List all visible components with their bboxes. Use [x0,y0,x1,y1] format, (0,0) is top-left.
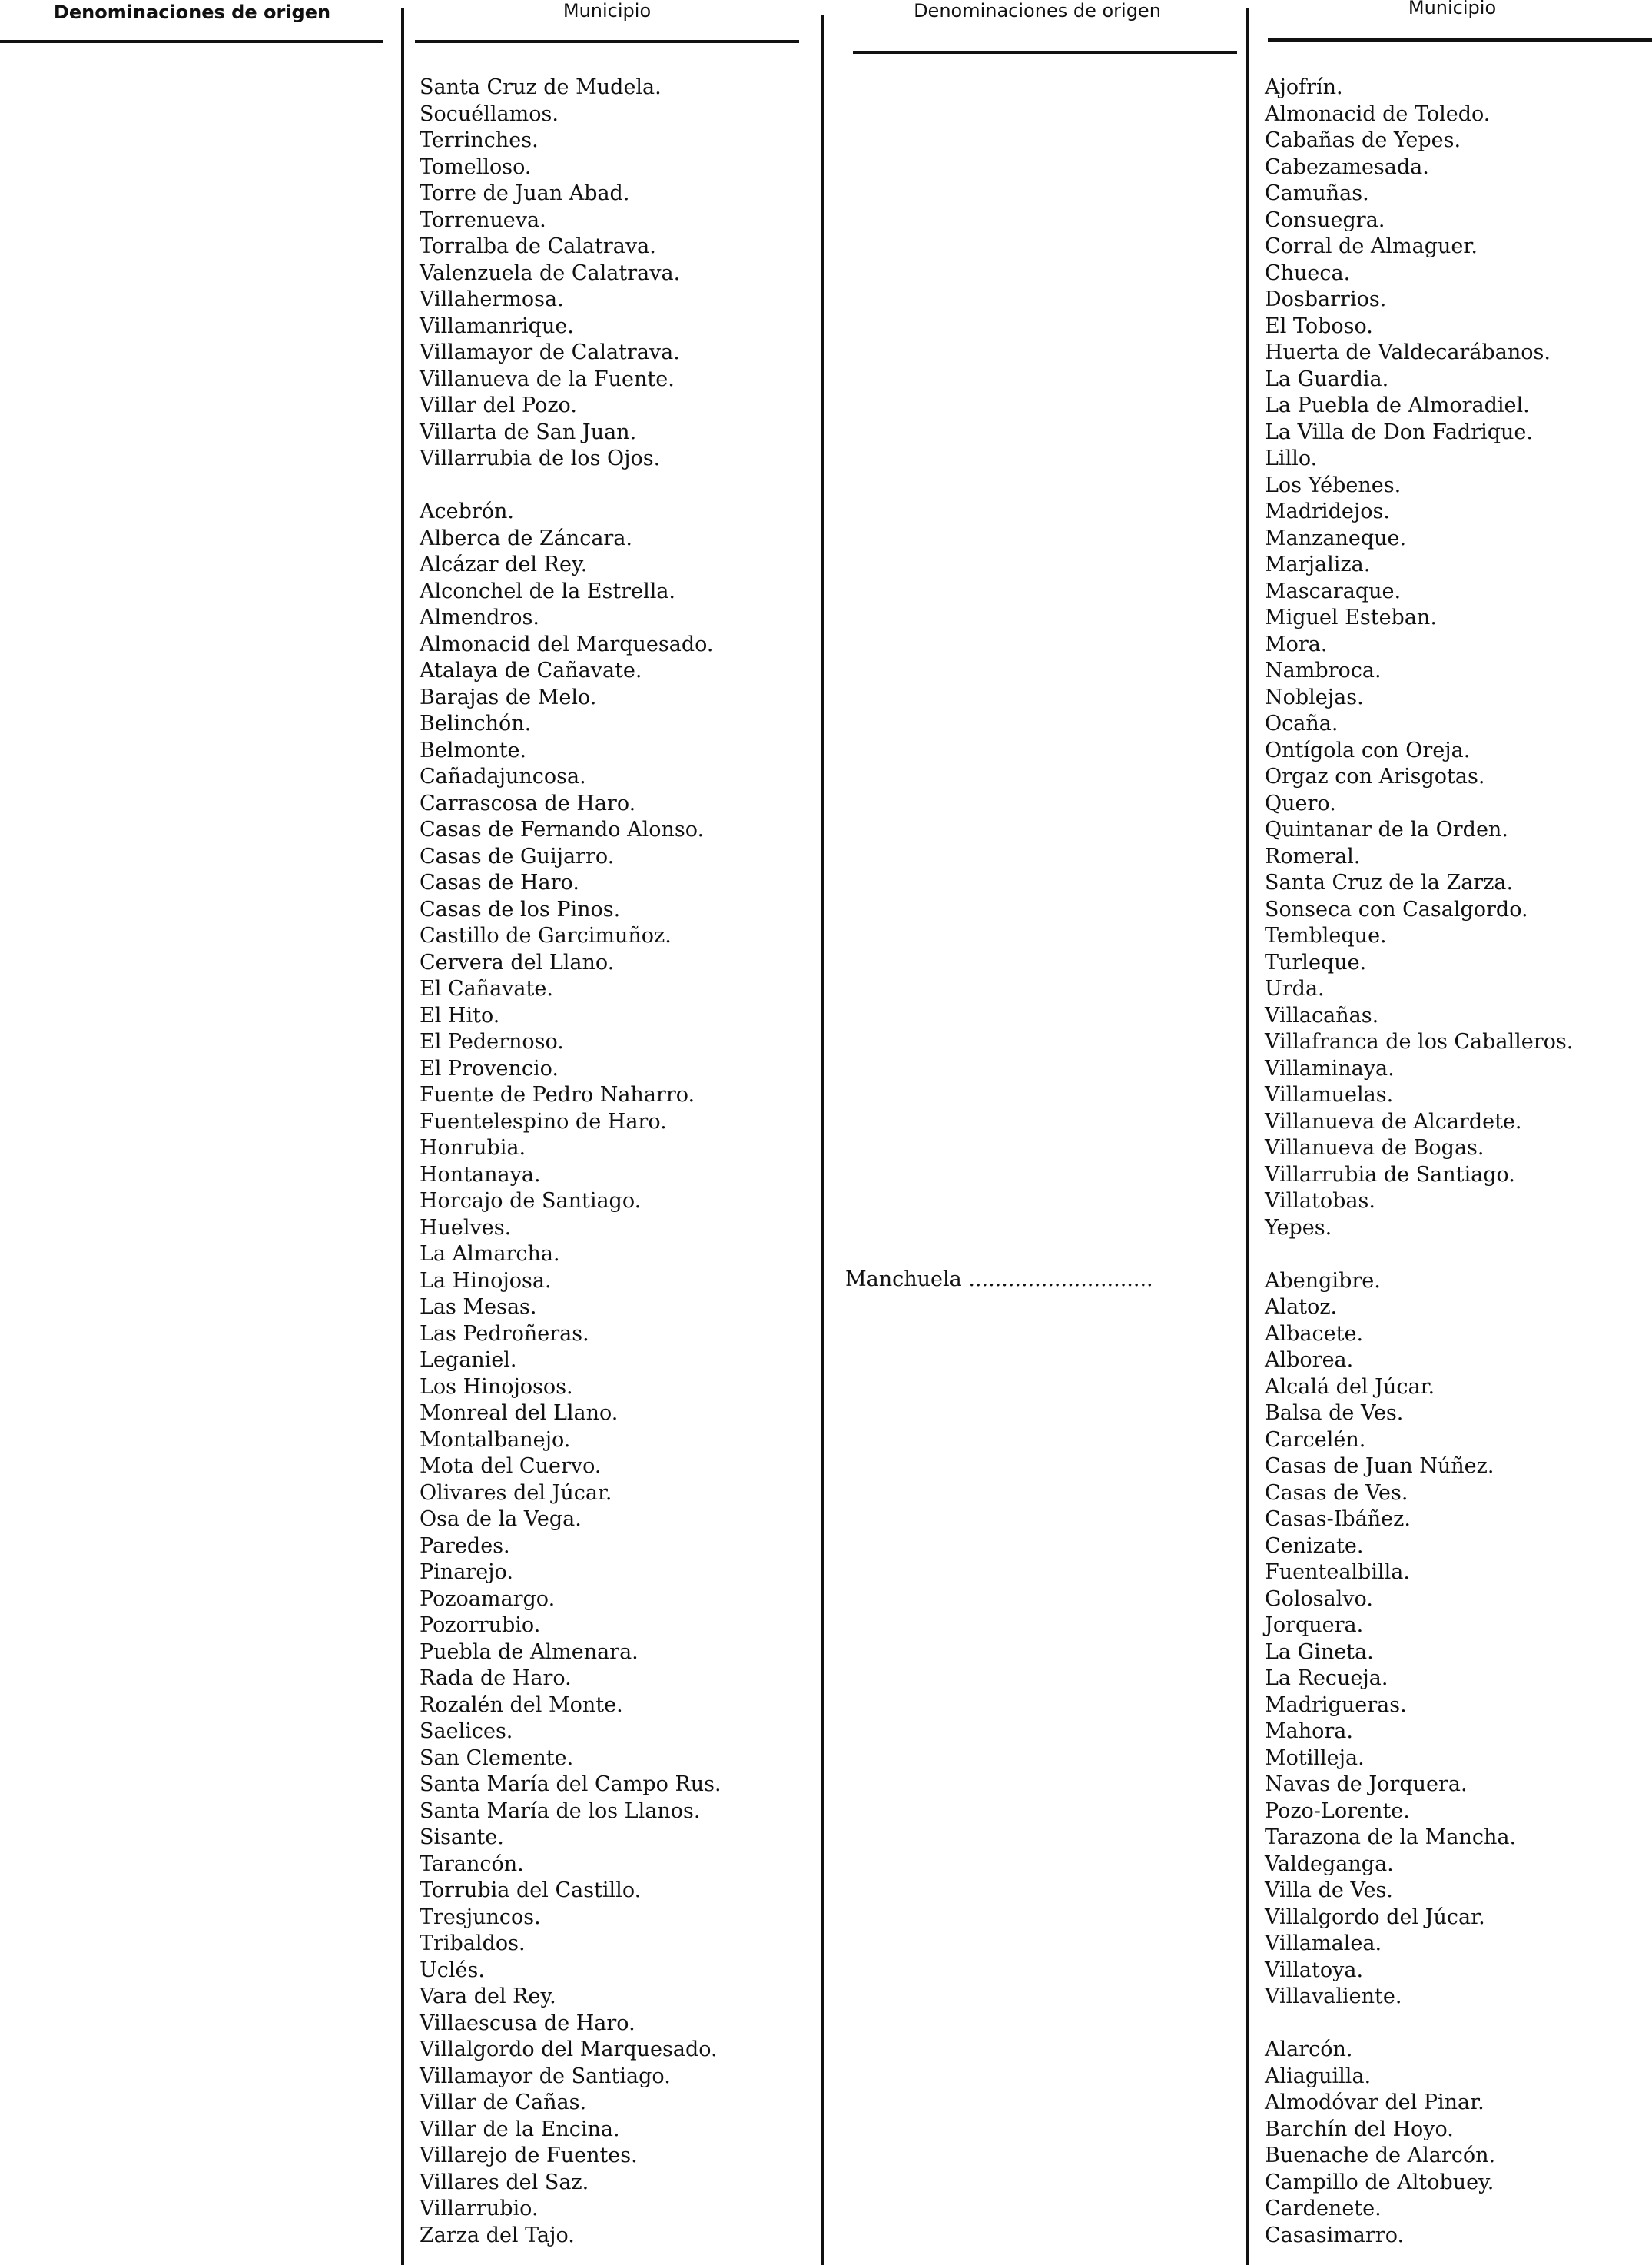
municipio-item: Jorquera. [1265,1613,1364,1637]
municipio-item: Osa de la Vega. [420,1507,582,1531]
municipio-item: Monreal del Llano. [420,1401,619,1425]
municipio-item: Tomelloso. [420,154,532,179]
municipio-item: Fuente de Pedro Naharro. [420,1083,695,1107]
municipio-item: Urda. [1265,977,1325,1001]
municipio-item: Villarta de San Juan. [420,420,637,444]
municipio-item: Villaminaya. [1265,1056,1395,1081]
municipio-item: Villanueva de la Fuente. [420,367,675,391]
municipio-item: Los Hinojosos. [420,1374,573,1399]
municipio-item: Consuegra. [1265,208,1385,232]
municipio-item: Villahermosa. [420,287,564,311]
header-municipio-left: Municipio [562,0,652,22]
municipio-item: Las Pedroñeras. [420,1321,589,1346]
municipio-item: La Gineta. [1265,1639,1374,1664]
municipio-item: Casas-Ibáñez. [1265,1507,1411,1531]
municipio-item: La Recueja. [1265,1666,1388,1690]
municipio-item: Casasimarro. [1265,2223,1405,2247]
municipio-item: Navas de Jorquera. [1265,1772,1468,1796]
municipio-list-left [420,75,722,2249]
municipio-item: Villalgordo del Júcar. [1265,1905,1485,1929]
municipio-item: Cenizate. [1265,1533,1364,1558]
municipio-item: Casas de Fernando Alonso. [420,818,705,842]
municipio-item: Aliaguilla. [1265,2064,1372,2088]
municipio-item: Quintanar de la Orden. [1265,818,1508,842]
municipio-item: Tarancón. [420,1852,524,1876]
municipio-item: Villar del Pozo. [420,394,577,417]
municipio-item: Tarazona de la Mancha. [1265,1825,1517,1849]
municipio-item: Sisante. [420,1825,504,1849]
municipio-item: Villamuelas. [1265,1083,1394,1107]
municipio-item: Tresjuncos. [420,1905,541,1929]
municipio-item: Villares del Saz. [420,2170,589,2194]
group-spacer [1265,1241,1573,1268]
municipio-item: Rozalén del Monte. [420,1692,623,1717]
municipio-item: Ajofrín. [1265,75,1343,99]
municipio-item: Zarza del Tajo. [420,2223,575,2247]
municipio-item: Santa María de los Llanos. [420,1798,701,1823]
municipio-item: Torrenueva. [420,208,546,232]
municipio-item: Balsa de Ves. [1265,1401,1404,1425]
municipio-item: Fuentealbilla. [1265,1560,1410,1584]
municipio-item: Valdeganga. [1265,1852,1394,1876]
municipio-item: Barajas de Melo. [420,685,597,709]
municipio-item: Casas de Guijarro. [420,844,615,868]
municipio-item: Alberca de Záncara. [420,526,633,550]
municipio-item: Villaescusa de Haro. [420,2011,635,2035]
municipio-item: Casas de Ves. [1265,1480,1408,1505]
column-divider-1 [401,8,404,2265]
municipio-item: Santa Cruz de la Zarza. [1265,871,1514,895]
municipio-item: Manzaneque. [1265,526,1407,550]
municipio-item: Alcázar del Rey. [420,553,588,576]
municipio-item: Motilleja. [1265,1745,1365,1770]
municipio-item: Belinchón. [420,712,532,736]
municipio-item: Olivares del Júcar. [420,1480,612,1505]
municipio-item: Cardenete. [1265,2197,1382,2220]
municipio-item: Terrinches. [420,128,539,152]
municipio-item: Madridejos. [1265,500,1390,523]
municipio-item: Torrubia del Castillo. [420,1878,642,1902]
municipio-item: Villar de la Encina. [420,2117,620,2141]
municipio-item: Cabañas de Yepes. [1265,128,1461,152]
municipio-item: Paredes. [420,1533,510,1558]
municipio-item: Ocaña. [1265,712,1339,736]
municipio-item: Villafranca de los Caballeros. [1265,1030,1574,1054]
municipio-item: Villanueva de Bogas. [1265,1136,1484,1160]
municipio-item: Orgaz con Arisgotas. [1265,765,1485,789]
municipio-item: Montalbanejo. [420,1427,571,1452]
municipio-item: Las Mesas. [420,1295,537,1319]
municipio-item: Alborea. [1265,1348,1354,1372]
municipio-item: Villavaliente. [1265,1984,1402,2008]
origin-label-manchuela: Manchuela ............................ [845,1267,1153,1291]
municipio-item: Tembleque. [1265,924,1387,948]
municipio-item: Pozoamargo. [420,1586,556,1611]
municipio-item: Almodóvar del Pinar. [1265,2091,1484,2114]
municipio-item: El Hito. [420,1003,500,1028]
municipio-item: Villanueva de Alcardete. [1265,1109,1522,1134]
municipio-item: Cervera del Llano. [420,950,615,975]
header-denominaciones-left: Denominaciones de origen [53,2,331,23]
municipio-item: Mahora. [1265,1719,1353,1743]
municipio-item: Villacañas. [1265,1003,1379,1028]
municipio-item: Almonacid del Marquesado. [420,632,714,656]
municipio-item: Romeral. [1265,844,1361,868]
municipio-item: Dosbarrios. [1265,287,1387,311]
municipio-item: Fuentelespino de Haro. [420,1109,667,1134]
municipio-item: Miguel Esteban. [1265,606,1437,629]
municipio-item: Huerta de Valdecarábanos. [1265,340,1551,364]
municipio-item: Villarrubia de Santiago. [1265,1162,1515,1187]
municipio-item: Campillo de Altobuey. [1265,2170,1494,2194]
municipio-item: Saelices. [420,1719,513,1743]
municipio-item: Acebrón. [420,500,515,523]
municipio-item: Corral de Almaguer. [1265,234,1478,258]
municipio-item: El Toboso. [1265,314,1373,338]
municipio-item: Horcajo de Santiago. [420,1189,642,1213]
header-rule-col3 [853,51,1237,54]
municipio-item: Honrubia. [420,1136,526,1160]
municipio-item: Pozo-Lorente. [1265,1798,1410,1823]
municipio-item: Cañadajuncosa. [420,765,586,789]
municipio-item: Turleque. [1265,950,1367,975]
municipio-item: Alarcón. [1265,2038,1353,2061]
municipio-item: Villarrubio. [420,2197,539,2220]
municipio-item: Villarejo de Fuentes. [420,2144,638,2167]
municipio-item: San Clemente. [420,1745,574,1770]
municipio-item: El Pedernoso. [420,1030,564,1054]
municipio-item: Villalgordo del Marquesado. [420,2038,718,2061]
municipio-item: Vara del Rey. [420,1984,556,2008]
municipio-item: Belmonte. [420,738,527,762]
municipio-item: Madrigueras. [1265,1692,1407,1717]
municipio-item: Villamalea. [1265,1931,1382,1955]
municipio-item: Valenzuela de Calatrava. [420,261,681,285]
municipio-item: Atalaya de Cañavate. [420,659,642,682]
municipio-item: Almendros. [420,606,539,629]
municipio-item: Villarrubia de los Ojos. [420,447,661,470]
header-rule-col1 [0,40,383,43]
municipio-item: La Villa de Don Fadrique. [1265,420,1533,444]
header-rule-col2 [415,40,799,43]
municipio-item: Villatoya. [1265,1958,1364,1982]
municipio-item: Camuñas. [1265,181,1369,205]
municipio-item: La Puebla de Almoradiel. [1265,394,1530,417]
header-municipio-right: Municipio [1408,0,1497,18]
municipio-item: Barchín del Hoyo. [1265,2117,1454,2141]
municipio-item: Villar de Cañas. [420,2091,587,2114]
municipio-item: Santa María del Campo Rus. [420,1772,722,1796]
municipio-item: Pozorrubio. [420,1613,541,1637]
header-rule-col4 [1268,38,1652,42]
municipio-item: Villamanrique. [420,314,574,338]
header-denominaciones-right: Denominaciones de origen [914,0,1161,22]
group-spacer [1265,2011,1573,2038]
municipio-item: Noblejas. [1265,685,1364,709]
municipio-item: Los Yébenes. [1265,473,1402,497]
municipio-item: Quero. [1265,791,1336,815]
municipio-item: Cabezamesada. [1265,154,1429,179]
municipio-item: Lillo. [1265,447,1318,470]
municipio-item: Mascaraque. [1265,579,1402,603]
municipio-item: Huelves. [420,1215,512,1240]
municipio-item: El Provencio. [420,1056,559,1081]
municipio-item: Albacete. [1265,1321,1364,1346]
municipio-item: La Guardia. [1265,367,1389,391]
municipio-item: Carrascosa de Haro. [420,791,636,815]
municipio-item: Casas de Juan Núñez. [1265,1454,1494,1478]
municipio-item: Casas de los Pinos. [420,897,621,922]
municipio-item: Alcalá del Júcar. [1265,1374,1435,1399]
municipio-item: Sonseca con Casalgordo. [1265,897,1528,922]
municipio-item: Santa Cruz de Mudela. [420,75,662,99]
municipio-item: Villa de Ves. [1265,1878,1393,1902]
municipio-item: Socuéllamos. [420,101,559,126]
municipio-item: Almonacid de Toledo. [1265,101,1491,126]
municipio-item: Puebla de Almenara. [420,1639,639,1664]
municipio-item: Leganiel. [420,1348,517,1372]
municipio-item: Villamayor de Santiago. [420,2064,671,2088]
municipio-item: Hontanaya. [420,1162,541,1187]
column-divider-2 [821,15,824,2265]
municipio-item: Casas de Haro. [420,871,579,895]
municipio-item: Marjaliza. [1265,553,1371,576]
municipio-item: El Cañavate. [420,977,553,1001]
municipio-item: Carcelén. [1265,1427,1366,1452]
municipio-list-right [1265,75,1573,2249]
municipio-item: Torralba de Calatrava. [420,234,656,258]
municipio-item: Villatobas. [1265,1189,1375,1213]
municipio-item: Mora. [1265,632,1328,656]
municipio-item: Abengibre. [1265,1268,1381,1293]
municipio-item: Pinarejo. [420,1560,513,1584]
municipio-item: Ontígola con Oreja. [1265,738,1471,762]
municipio-item: Buenache de Alarcón. [1265,2144,1496,2167]
municipio-item: Rada de Haro. [420,1666,572,1690]
municipio-item: Yepes. [1265,1215,1332,1240]
municipio-item: Golosalvo. [1265,1586,1373,1611]
municipio-item: Tribaldos. [420,1931,526,1955]
municipio-item: Mota del Cuervo. [420,1454,602,1478]
municipio-item: Alconchel de la Estrella. [420,579,676,603]
municipio-item: Castillo de Garcimuñoz. [420,924,672,948]
municipio-item: Uclés. [420,1958,485,1982]
municipio-item: La Almarcha. [420,1242,560,1266]
municipio-item: La Hinojosa. [420,1268,552,1293]
municipio-item: Alatoz. [1265,1295,1338,1319]
municipio-item: Villamayor de Calatrava. [420,340,680,364]
column-divider-3 [1246,8,1249,2265]
municipio-item: Torre de Juan Abad. [420,181,630,205]
municipio-item: Chueca. [1265,261,1351,285]
municipio-item: Nambroca. [1265,659,1382,682]
group-spacer [420,473,722,500]
